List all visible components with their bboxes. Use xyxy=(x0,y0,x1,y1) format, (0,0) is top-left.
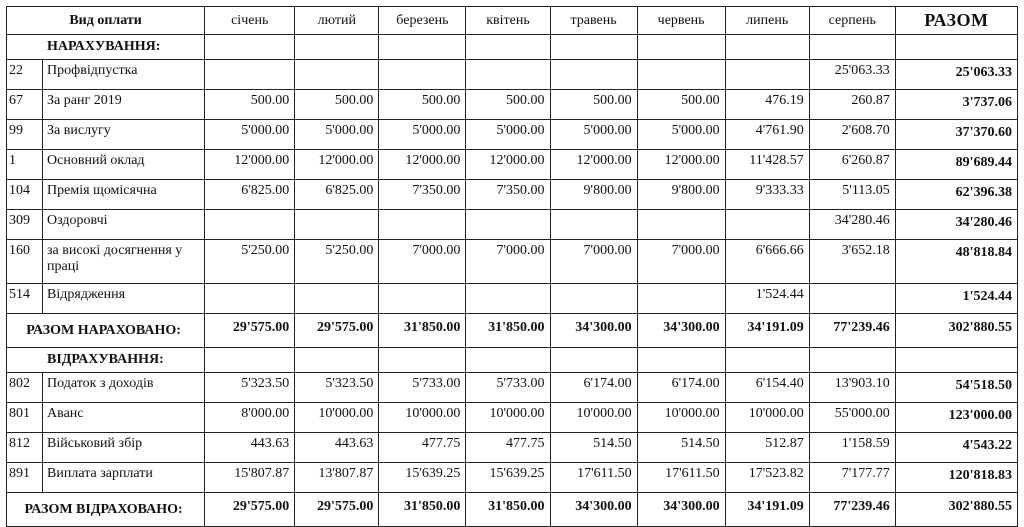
month-value: 7'350.00 xyxy=(379,180,466,210)
month-value: 500.00 xyxy=(550,90,637,120)
table-header xyxy=(7,7,1018,35)
summary-value: 29'575.00 xyxy=(295,493,379,527)
month-value: 6'260.87 xyxy=(809,150,895,180)
month-value: 5'323.50 xyxy=(205,373,295,403)
row-name: за високі досягнення у праці xyxy=(43,240,205,284)
table-row xyxy=(7,120,1018,150)
row-code: 891 xyxy=(7,463,43,493)
empty-cell xyxy=(637,35,725,60)
month-value xyxy=(725,60,809,90)
row-total: 37'370.60 xyxy=(895,120,1017,150)
month-value: 9'800.00 xyxy=(550,180,637,210)
month-value: 476.19 xyxy=(725,90,809,120)
summary-value: 34'191.09 xyxy=(725,314,809,348)
month-value: 7'350.00 xyxy=(466,180,550,210)
payroll-table xyxy=(6,6,1018,527)
month-value: 6'174.00 xyxy=(637,373,725,403)
month-value xyxy=(466,284,550,314)
table-row xyxy=(7,373,1018,403)
row-total: 25'063.33 xyxy=(895,60,1017,90)
month-value: 514.50 xyxy=(550,433,637,463)
empty-cell xyxy=(550,35,637,60)
month-header: липень xyxy=(725,7,809,35)
table-row xyxy=(7,60,1018,90)
month-value: 8'000.00 xyxy=(205,403,295,433)
month-value: 10'000.00 xyxy=(550,403,637,433)
summary-total: 302'880.55 xyxy=(895,314,1017,348)
empty-cell xyxy=(205,35,295,60)
month-value: 13'903.10 xyxy=(809,373,895,403)
table-row xyxy=(7,210,1018,240)
month-value: 5'000.00 xyxy=(637,120,725,150)
empty-cell xyxy=(725,348,809,373)
summary-value: 77'239.46 xyxy=(809,314,895,348)
month-value: 5'000.00 xyxy=(466,120,550,150)
month-value xyxy=(205,60,295,90)
month-value: 9'800.00 xyxy=(637,180,725,210)
table-row xyxy=(7,240,1018,284)
month-value: 3'652.18 xyxy=(809,240,895,284)
row-code: 801 xyxy=(7,403,43,433)
month-value: 13'807.87 xyxy=(295,463,379,493)
month-value: 7'000.00 xyxy=(466,240,550,284)
row-code: 104 xyxy=(7,180,43,210)
empty-cell xyxy=(895,35,1017,60)
summary-value: 31'850.00 xyxy=(466,493,550,527)
month-value: 5'000.00 xyxy=(205,120,295,150)
payment-type-header: Вид оплати xyxy=(7,7,205,35)
month-value: 12'000.00 xyxy=(379,150,466,180)
month-value: 500.00 xyxy=(466,90,550,120)
row-name: За вислугу xyxy=(43,120,205,150)
row-name: Основний оклад xyxy=(43,150,205,180)
month-value: 5'250.00 xyxy=(295,240,379,284)
empty-cell xyxy=(466,35,550,60)
month-value: 55'000.00 xyxy=(809,403,895,433)
row-code: 67 xyxy=(7,90,43,120)
row-code: 802 xyxy=(7,373,43,403)
month-value: 10'000.00 xyxy=(466,403,550,433)
month-value: 17'611.50 xyxy=(637,463,725,493)
row-code: 812 xyxy=(7,433,43,463)
summary-value: 29'575.00 xyxy=(205,493,295,527)
month-value: 477.75 xyxy=(379,433,466,463)
row-total: 34'280.46 xyxy=(895,210,1017,240)
section-title: НАРАХУВАННЯ: xyxy=(7,35,205,60)
summary-label: РАЗОМ НАРАХОВАНО: xyxy=(7,314,205,348)
month-value: 12'000.00 xyxy=(550,150,637,180)
month-value xyxy=(637,284,725,314)
month-value: 6'174.00 xyxy=(550,373,637,403)
month-value xyxy=(466,60,550,90)
month-value: 6'825.00 xyxy=(205,180,295,210)
month-value: 512.87 xyxy=(725,433,809,463)
row-code: 514 xyxy=(7,284,43,314)
month-value: 5'000.00 xyxy=(379,120,466,150)
month-header: квітень xyxy=(466,7,550,35)
row-name: Оздоровчі xyxy=(43,210,205,240)
month-value: 12'000.00 xyxy=(637,150,725,180)
empty-cell xyxy=(725,35,809,60)
month-header: березень xyxy=(379,7,466,35)
row-total: 1'524.44 xyxy=(895,284,1017,314)
month-value: 5'733.00 xyxy=(379,373,466,403)
section-row xyxy=(7,35,1018,60)
month-value: 10'000.00 xyxy=(295,403,379,433)
table-row xyxy=(7,403,1018,433)
summary-value: 34'300.00 xyxy=(550,493,637,527)
row-total: 48'818.84 xyxy=(895,240,1017,284)
month-value: 5'000.00 xyxy=(550,120,637,150)
month-value: 5'000.00 xyxy=(295,120,379,150)
month-value: 5'113.05 xyxy=(809,180,895,210)
month-value: 5'323.50 xyxy=(295,373,379,403)
month-value: 6'154.40 xyxy=(725,373,809,403)
month-value: 500.00 xyxy=(205,90,295,120)
summary-value: 31'850.00 xyxy=(379,314,466,348)
row-name: Військовий збір xyxy=(43,433,205,463)
row-name: Податок з доходів xyxy=(43,373,205,403)
empty-cell xyxy=(466,348,550,373)
section-row xyxy=(7,348,1018,373)
empty-cell xyxy=(379,348,466,373)
month-value xyxy=(550,60,637,90)
month-value: 2'608.70 xyxy=(809,120,895,150)
table-row xyxy=(7,433,1018,463)
row-total: 123'000.00 xyxy=(895,403,1017,433)
month-value: 5'733.00 xyxy=(466,373,550,403)
row-code: 309 xyxy=(7,210,43,240)
month-value: 10'000.00 xyxy=(379,403,466,433)
month-value xyxy=(550,284,637,314)
summary-row xyxy=(7,314,1018,348)
month-value xyxy=(637,210,725,240)
empty-cell xyxy=(809,35,895,60)
month-value xyxy=(295,60,379,90)
month-header: січень xyxy=(205,7,295,35)
month-value: 500.00 xyxy=(379,90,466,120)
month-value xyxy=(379,210,466,240)
row-total: 4'543.22 xyxy=(895,433,1017,463)
month-value xyxy=(725,210,809,240)
month-value: 5'250.00 xyxy=(205,240,295,284)
month-value: 25'063.33 xyxy=(809,60,895,90)
summary-value: 29'575.00 xyxy=(295,314,379,348)
month-value xyxy=(205,284,295,314)
month-value: 10'000.00 xyxy=(725,403,809,433)
month-value xyxy=(466,210,550,240)
summary-label: РАЗОМ ВІДРАХОВАНО: xyxy=(7,493,205,527)
empty-cell xyxy=(550,348,637,373)
month-value: 7'000.00 xyxy=(637,240,725,284)
month-value: 34'280.46 xyxy=(809,210,895,240)
month-value: 4'761.90 xyxy=(725,120,809,150)
month-value: 7'177.77 xyxy=(809,463,895,493)
month-value: 1'524.44 xyxy=(725,284,809,314)
row-total: 54'518.50 xyxy=(895,373,1017,403)
empty-cell xyxy=(205,348,295,373)
month-value xyxy=(295,210,379,240)
month-header: лютий xyxy=(295,7,379,35)
month-value: 6'666.66 xyxy=(725,240,809,284)
section-title: ВІДРАХУВАННЯ: xyxy=(7,348,205,373)
month-value: 443.63 xyxy=(205,433,295,463)
month-value: 7'000.00 xyxy=(379,240,466,284)
month-header: травень xyxy=(550,7,637,35)
row-name: Профвідпустка xyxy=(43,60,205,90)
row-name: Премія щомісячна xyxy=(43,180,205,210)
month-value: 500.00 xyxy=(637,90,725,120)
summary-row xyxy=(7,493,1018,527)
row-name: Аванс xyxy=(43,403,205,433)
table-row xyxy=(7,463,1018,493)
month-value: 11'428.57 xyxy=(725,150,809,180)
month-value: 443.63 xyxy=(295,433,379,463)
month-value: 17'611.50 xyxy=(550,463,637,493)
month-header: червень xyxy=(637,7,725,35)
month-value: 12'000.00 xyxy=(466,150,550,180)
row-code: 1 xyxy=(7,150,43,180)
table-row xyxy=(7,90,1018,120)
table-row xyxy=(7,284,1018,314)
month-value xyxy=(809,284,895,314)
summary-total: 302'880.55 xyxy=(895,493,1017,527)
row-code: 99 xyxy=(7,120,43,150)
empty-cell xyxy=(637,348,725,373)
month-value: 10'000.00 xyxy=(637,403,725,433)
month-value: 477.75 xyxy=(466,433,550,463)
summary-value: 31'850.00 xyxy=(466,314,550,348)
empty-cell xyxy=(295,35,379,60)
row-total: 3'737.06 xyxy=(895,90,1017,120)
month-value xyxy=(550,210,637,240)
table-row xyxy=(7,180,1018,210)
month-header: серпень xyxy=(809,7,895,35)
month-value: 17'523.82 xyxy=(725,463,809,493)
row-name: Відрядження xyxy=(43,284,205,314)
month-value: 260.87 xyxy=(809,90,895,120)
row-code: 160 xyxy=(7,240,43,284)
row-name: За ранг 2019 xyxy=(43,90,205,120)
month-value: 7'000.00 xyxy=(550,240,637,284)
month-value: 6'825.00 xyxy=(295,180,379,210)
summary-value: 77'239.46 xyxy=(809,493,895,527)
empty-cell xyxy=(379,35,466,60)
summary-value: 34'300.00 xyxy=(637,493,725,527)
summary-value: 34'300.00 xyxy=(550,314,637,348)
month-value xyxy=(295,284,379,314)
month-value: 1'158.59 xyxy=(809,433,895,463)
month-value xyxy=(637,60,725,90)
month-value: 514.50 xyxy=(637,433,725,463)
month-value xyxy=(205,210,295,240)
empty-cell xyxy=(295,348,379,373)
month-value xyxy=(379,60,466,90)
month-value: 12'000.00 xyxy=(295,150,379,180)
month-value: 15'639.25 xyxy=(379,463,466,493)
row-name: Виплата зарплати xyxy=(43,463,205,493)
row-total: 120'818.83 xyxy=(895,463,1017,493)
summary-value: 29'575.00 xyxy=(205,314,295,348)
row-code: 22 xyxy=(7,60,43,90)
row-total: 62'396.38 xyxy=(895,180,1017,210)
month-value xyxy=(379,284,466,314)
month-value: 15'639.25 xyxy=(466,463,550,493)
summary-value: 31'850.00 xyxy=(379,493,466,527)
row-total: 89'689.44 xyxy=(895,150,1017,180)
summary-value: 34'300.00 xyxy=(637,314,725,348)
summary-value: 34'191.09 xyxy=(725,493,809,527)
month-value: 9'333.33 xyxy=(725,180,809,210)
month-value: 500.00 xyxy=(295,90,379,120)
total-header: РАЗОМ xyxy=(895,7,1017,35)
empty-cell xyxy=(809,348,895,373)
empty-cell xyxy=(895,348,1017,373)
month-value: 15'807.87 xyxy=(205,463,295,493)
table-row xyxy=(7,150,1018,180)
table-body xyxy=(7,35,1018,527)
month-value: 12'000.00 xyxy=(205,150,295,180)
